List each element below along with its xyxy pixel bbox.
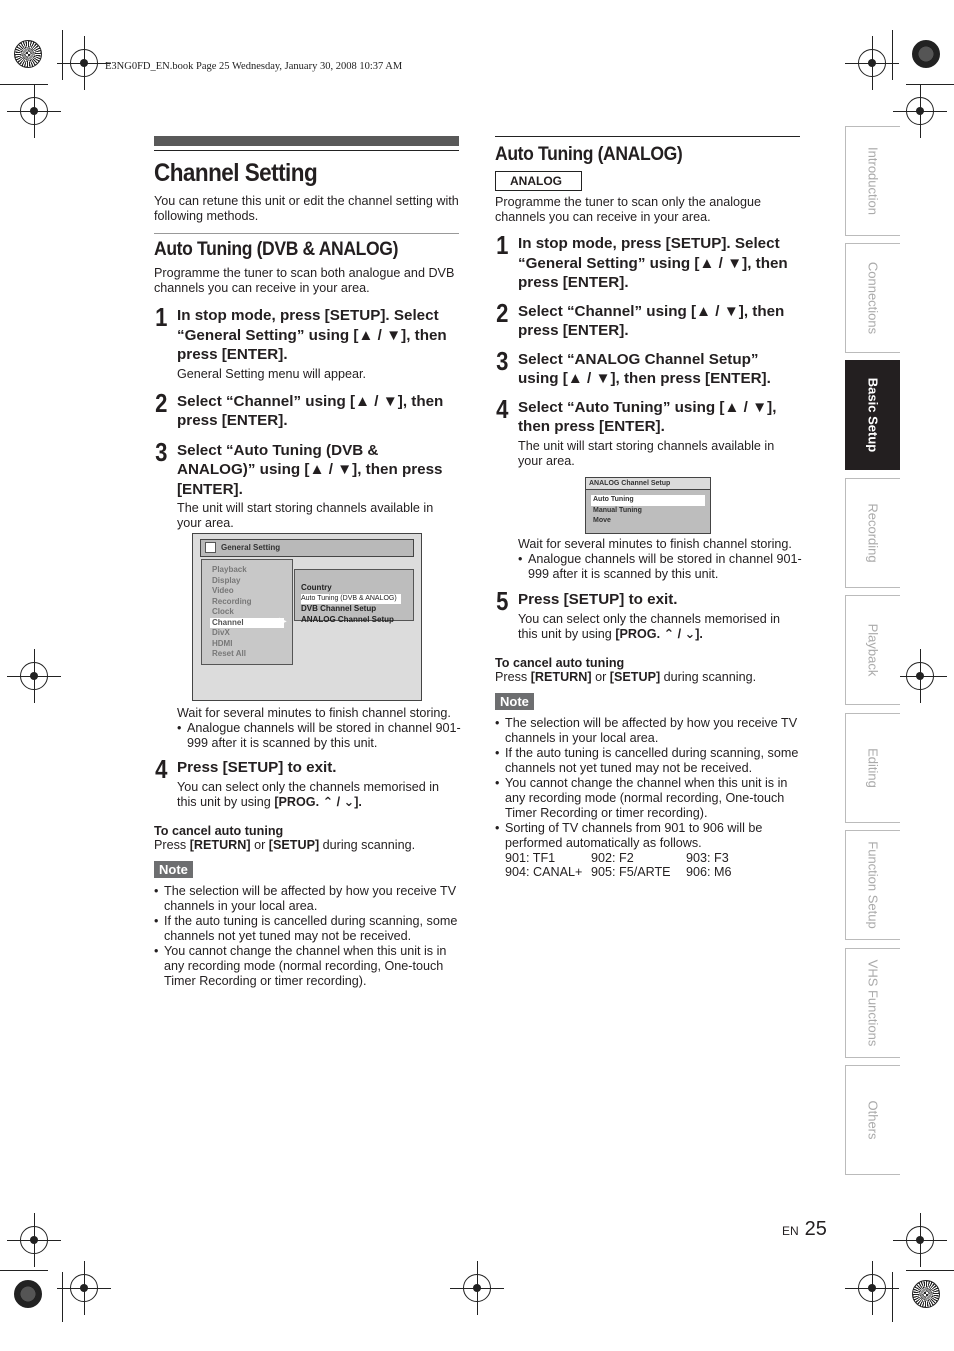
- crosshair-icon: [70, 49, 98, 77]
- step-text: Select “Auto Tuning” using [▲ / ▼], then press [ENTER].: [518, 398, 777, 435]
- step-4: 4 Select “Auto Tuning” using [▲ / ▼], then press [ENTER]. The unit will start storing channels available in your area.: [495, 398, 800, 469]
- right-continued: [518, 537, 803, 582]
- submenu-item-selected: Auto Tuning (DVB & ANALOG): [301, 594, 401, 605]
- menu-item: Display: [212, 575, 241, 585]
- bullet-item: • Analogue channels will be stored in channel 901-999 after it is scanned by this unit.: [177, 721, 462, 751]
- tab-playback[interactable]: Playback: [845, 595, 900, 705]
- page-number: EN 25: [782, 1218, 827, 1240]
- crop-mark: [906, 1270, 954, 1271]
- crosshair-icon: [906, 97, 934, 125]
- tab-introduction[interactable]: Introduction: [845, 126, 900, 236]
- note-item: • If the auto tuning is cancelled during scanning, some channels not yet tuned may not be received.: [154, 914, 459, 944]
- step-3: 3 Select “ANALOG Channel Setup” using [▲ / ▼], then press [ENTER].: [495, 350, 800, 389]
- note-item: • The selection will be affected by how you receive TV channels in your local area.: [154, 884, 459, 914]
- registration-star-icon: [14, 1280, 42, 1308]
- step-text: Press [SETUP] to exit.: [177, 759, 337, 776]
- page-title: Channel Setting: [154, 159, 318, 187]
- section-intro: Programme the tuner to scan both analogue and DVB channels you can receive in your area.: [154, 266, 455, 295]
- sort-row: 901: TF1 902: F2 903: F3: [505, 850, 729, 865]
- crosshair-icon: [20, 1226, 48, 1254]
- step-text: Select “Channel” using [▲ / ▼], then press [ENTER].: [177, 392, 444, 429]
- crop-mark: [892, 30, 893, 80]
- menu-item: Playback: [212, 565, 247, 574]
- step-text: In stop mode, press [SETUP]. Select “General Setting” using [▲ / ▼], then press [ENTER].: [518, 235, 788, 291]
- step-text: Select “ANALOG Channel Setup” using [▲ / ▼], then press [ENTER].: [518, 350, 771, 387]
- step-text: In stop mode, press [SETUP]. Select “General Setting” using [▲ / ▼], then press [ENTER].: [177, 307, 447, 363]
- right-bottom: [495, 586, 800, 879]
- step-text: Select “Auto Tuning (DVB & ANALOG)” using [▲ / ▼], then press [ENTER].: [177, 441, 443, 498]
- menu-item: HDMI: [212, 638, 233, 648]
- cancel-text: Press [RETURN] or [SETUP] during scanning.: [495, 669, 757, 684]
- step-text: Select “Channel” using [▲ / ▼], then press [ENTER].: [518, 302, 785, 339]
- tab-function-setup[interactable]: Function Setup: [845, 830, 900, 940]
- crop-mark: [0, 1270, 48, 1271]
- crosshair-icon: [70, 1274, 98, 1302]
- menu-item-selected: Channel: [210, 618, 284, 629]
- left-continued: [177, 706, 462, 751]
- crop-mark: [0, 84, 48, 85]
- menu-item: Recording: [212, 596, 252, 606]
- menu-item: Reset All: [212, 649, 246, 658]
- analog-channel-screen: [585, 477, 711, 534]
- step-4: 4 Press [SETUP] to exit. You can select only the channels memorised in this unit by using [PROG. ⌃ / ⌄].: [154, 758, 459, 810]
- bullet-item: • Analogue channels will be stored in channel 901-999 after it is scanned by this unit.: [518, 552, 803, 582]
- screen-menu: [201, 559, 293, 665]
- step-5: 5 Press [SETUP] to exit. You can select only the channels memorised in this unit by using [PROG. ⌃ / ⌄].: [495, 590, 800, 642]
- step-subtext: You can select only the channels memorised in this unit by using [PROG. ⌃ / ⌄].: [518, 611, 781, 641]
- screen-title: General Setting: [200, 539, 414, 557]
- section-title: Auto Tuning (ANALOG): [495, 143, 683, 165]
- menu-item: Move: [593, 517, 611, 524]
- step-subtext: General Setting menu will appear.: [177, 366, 367, 381]
- tab-others[interactable]: Others: [845, 1065, 900, 1175]
- wait-text: Wait for several minutes to finish channel storing.: [177, 706, 451, 720]
- print-header: E3NG0FD_EN.book Page 25 Wednesday, January 30, 2008 10:37 AM: [105, 61, 403, 72]
- section-intro: Programme the tuner to scan only the analogue channels you can receive in your area.: [495, 195, 762, 224]
- menu-item: Clock: [212, 607, 234, 616]
- screen-submenu: Country Auto Tuning (DVB & ANALOG) DVB Channel Setup ANALOG Channel Setup: [294, 569, 414, 621]
- note-item: • The selection will be affected by how you receive TV channels in your local area.: [495, 716, 800, 746]
- step-subtext: The unit will start storing channels available in your area.: [518, 438, 775, 468]
- step-subtext: You can select only the channels memorised in this unit by using [PROG. ⌃ / ⌄].: [177, 779, 440, 809]
- step-3: 3 Select “Auto Tuning (DVB & ANALOG)” using [▲ / ▼], then press [ENTER]. The unit will start storing channels available in your area.: [154, 441, 459, 532]
- crosshair-icon: [906, 1226, 934, 1254]
- arrow-right-icon: ▶: [279, 616, 287, 627]
- note-item: • You cannot change the channel when this unit is in any recording mode (normal recording, One-touch Timer Recording or timer recording).: [154, 944, 459, 989]
- tab-vhs-functions[interactable]: VHS Functions: [845, 948, 900, 1058]
- analog-badge: ANALOG: [495, 171, 582, 191]
- step-text: Press [SETUP] to exit.: [518, 591, 678, 608]
- left-bottom: [154, 754, 459, 989]
- note-label: Note: [495, 693, 534, 710]
- menu-item-selected: Auto Tuning: [591, 495, 705, 506]
- cancel-title: To cancel auto tuning: [495, 655, 625, 670]
- sort-table: [495, 851, 800, 879]
- crosshair-icon: [20, 97, 48, 125]
- step-subtext: The unit will start storing channels available in your area.: [177, 501, 434, 530]
- crosshair-icon: [906, 662, 934, 690]
- crosshair-icon: [858, 49, 886, 77]
- step-2: 2 Select “Channel” using [▲ / ▼], then press [ENTER].: [154, 392, 459, 431]
- general-setting-screen: [192, 533, 422, 701]
- setup-icon: [205, 542, 216, 553]
- tab-connections[interactable]: Connections: [845, 243, 900, 353]
- tab-editing[interactable]: Editing: [845, 713, 900, 823]
- cancel-title: To cancel auto tuning: [154, 823, 284, 838]
- note-list: [495, 716, 800, 879]
- cancel-text: Press [RETURN] or [SETUP] during scanning.: [154, 837, 416, 852]
- registration-star-icon: [912, 40, 940, 68]
- crop-mark: [892, 1272, 893, 1322]
- intro-text: You can retune this unit or edit the channel setting with following methods.: [154, 194, 459, 223]
- tab-basic-setup[interactable]: Basic Setup: [845, 360, 900, 470]
- section-title: Auto Tuning (DVB & ANALOG): [154, 238, 399, 260]
- menu-item: Video: [212, 586, 234, 595]
- wait-text: Wait for several minutes to finish channel storing.: [518, 537, 792, 551]
- step-1: 1 In stop mode, press [SETUP]. Select “General Setting” using [▲ / ▼], then press [ENTER].: [495, 234, 800, 293]
- crop-mark: [906, 84, 954, 85]
- left-column: [154, 136, 459, 531]
- registration-star-icon: [912, 1280, 940, 1308]
- crosshair-icon: [20, 662, 48, 690]
- menu-item: Manual Tuning: [593, 506, 642, 514]
- title-bar: [154, 136, 459, 146]
- step-2: 2 Select “Channel” using [▲ / ▼], then press [ENTER].: [495, 302, 800, 341]
- step-1: 1 In stop mode, press [SETUP]. Select “General Setting” using [▲ / ▼], then press [ENTER]. General Setting menu will appear.: [154, 306, 459, 382]
- crop-mark: [62, 30, 63, 80]
- sort-row: 904: CANAL+ 905: F5/ARTE 906: M6: [505, 864, 732, 879]
- crosshair-icon: [463, 1274, 491, 1302]
- crosshair-icon: [858, 1274, 886, 1302]
- note-item: • If the auto tuning is cancelled during scanning, some channels not yet tuned may not be received.: [495, 746, 800, 776]
- note-item: • Sorting of TV channels from 901 to 906 will be performed automatically as follows.: [495, 821, 800, 851]
- right-column: [495, 136, 800, 469]
- menu-item: DivX: [212, 628, 230, 637]
- tab-recording[interactable]: Recording: [845, 478, 900, 588]
- note-label: Note: [154, 861, 193, 878]
- note-list: [154, 884, 459, 989]
- screen-menu: [591, 495, 705, 527]
- crop-mark: [62, 1272, 63, 1322]
- note-item: • You cannot change the channel when this unit is in any recording mode (normal recording, One-touch Timer Recording or timer recording).: [495, 776, 800, 821]
- screen-title: ANALOG Channel Setup: [586, 478, 710, 490]
- registration-star-icon: [14, 40, 42, 68]
